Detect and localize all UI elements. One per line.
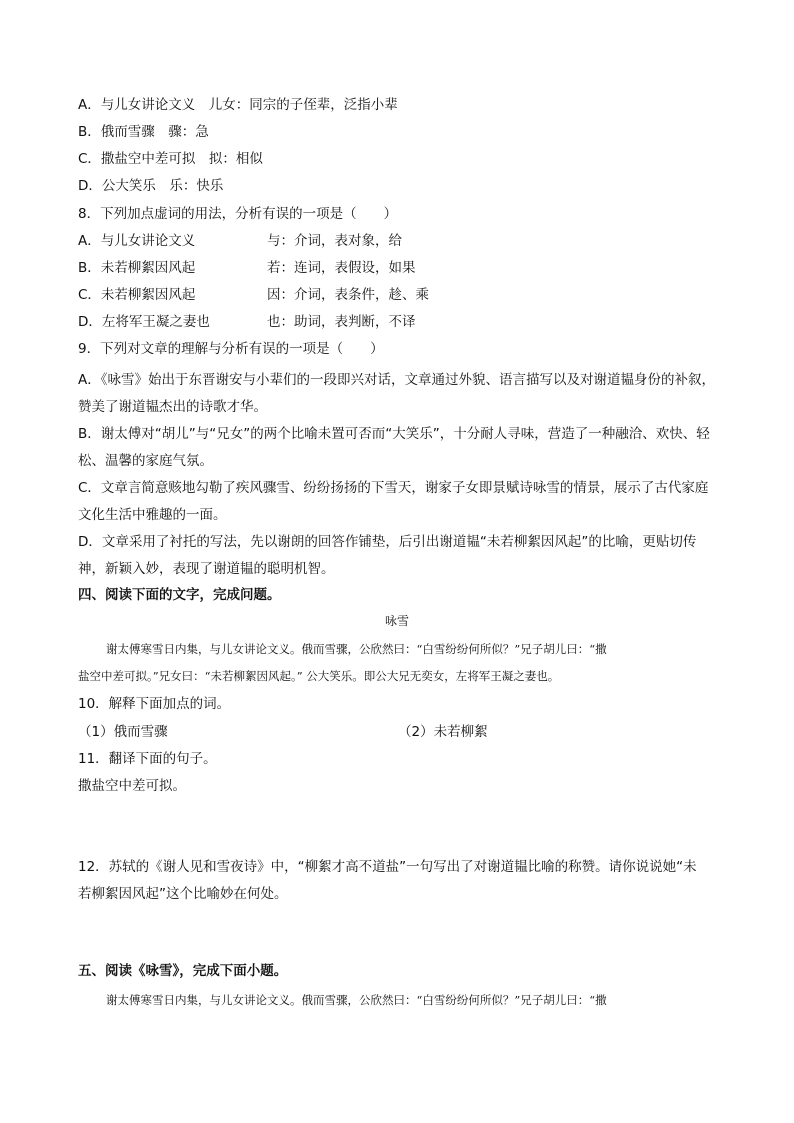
section5-passage-line-1: 谢太傅寒雪日内集，与儿女讲论文义。俄而雪骤，公欣然曰：“白雪纷纷何所似？”兄子胡儿曰：“撒: [106, 993, 607, 1007]
q8-option-b-text: B．未若柳絮因风起: [78, 260, 196, 276]
q11-stem: 11．翻译下面的句子。: [78, 751, 217, 767]
passage-line-1: 谢太傅寒雪日内集，与儿女讲论文义。俄而雪骤，公欣然曰：“白雪纷纷何所似？”兄子胡儿曰：“撒: [106, 642, 607, 656]
section5-heading: 五、阅读《咏雪》，完成下面小题。: [78, 963, 288, 979]
q10-item-2: （2）未若柳絮: [398, 724, 488, 740]
q7-option-d: D．公大笑乐 乐：快乐: [78, 178, 224, 194]
q8-option-a-text: A．与儿女讲论文义: [78, 233, 196, 249]
q8-option-c-text: C．未若柳絮因风起: [78, 287, 196, 303]
q9-option-b: B．谢太傅对“胡儿”与“兄女”的两个比喻未置可否而“大笑乐”，十分耐人寻味，营造了一种融洽、欢快、轻松、温馨的家庭气氛。: [78, 426, 710, 469]
q8-option-c-note: 因：介词，表条件，趁、乘: [267, 287, 429, 303]
q8-option-b: [78, 259, 718, 277]
q9-stem: 9．下列对文章的理解与分析有误的一项是（ ）: [78, 341, 384, 357]
q7-option-b: B．俄而雪骤 骤：急: [78, 124, 209, 140]
passage-title: 咏雪: [384, 614, 409, 628]
q9-option-a: A．《咏雪》始出于东晋谢安与小辈们的一段即兴对话，文章通过外貌、语言描写以及对谢道韫身份的补叙，赞美了谢道韫杰出的诗歌才华。: [78, 372, 715, 415]
q7-option-c: C．撒盐空中差可拟 拟：相似: [78, 151, 263, 167]
section4-heading: 四、阅读下面的文字，完成问题。: [78, 587, 281, 603]
q8-option-a: [78, 232, 718, 250]
q10-stem: 10．解释下面加点的词。: [78, 696, 231, 712]
passage-line-2: 盐空中差可拟。”兄女曰：“未若柳絮因风起。” 公大笑乐。即公大兄无奕女，左将军王凝之妻也。: [78, 669, 560, 683]
q10-item-1: （1）俄而雪骤: [78, 724, 168, 740]
q8-option-b-note: 若：连词，表假设，如果: [267, 260, 416, 276]
q8-option-d: [78, 313, 718, 331]
q8-option-d-note: 也：助词，表判断，不译: [267, 314, 416, 330]
q8-option-a-note: 与：介词，表对象，给: [267, 233, 402, 249]
q9-option-d: D．文章采用了衬托的写法，先以谢朗的回答作铺垫，后引出谢道韫“未若柳絮因风起”的比喻，更贴切传神，新颖入妙，表现了谢道韫的聪明机智。: [78, 534, 697, 577]
q8-option-c: [78, 286, 718, 304]
q8-option-d-text: D．左将军王凝之妻也: [78, 314, 210, 330]
q8-stem: 8．下列加点虚词的用法，分析有误的一项是（ ）: [78, 206, 398, 222]
q11-sentence: 撒盐空中差可拟。: [78, 778, 186, 794]
q12-line-1: 12．苏轼的《谢人见和雪夜诗》中，“柳絮才高不道盐”一句写出了对谢道韫比喻的称赞。请你说说她“未: [78, 859, 697, 875]
q9-option-c: C．文章言简意赅地勾勒了疾风骤雪、纷纷扬扬的下雪天，谢家子女即景赋诗咏雪的情景，展示了古代家庭文化生活中雅趣的一面。: [78, 480, 709, 523]
q12-line-2: 若柳絮因风起”这个比喻妙在何处。: [78, 886, 288, 902]
q7-option-a: A．与儿女讲论文义 儿女：同宗的子侄辈，泛指小辈: [78, 97, 398, 113]
